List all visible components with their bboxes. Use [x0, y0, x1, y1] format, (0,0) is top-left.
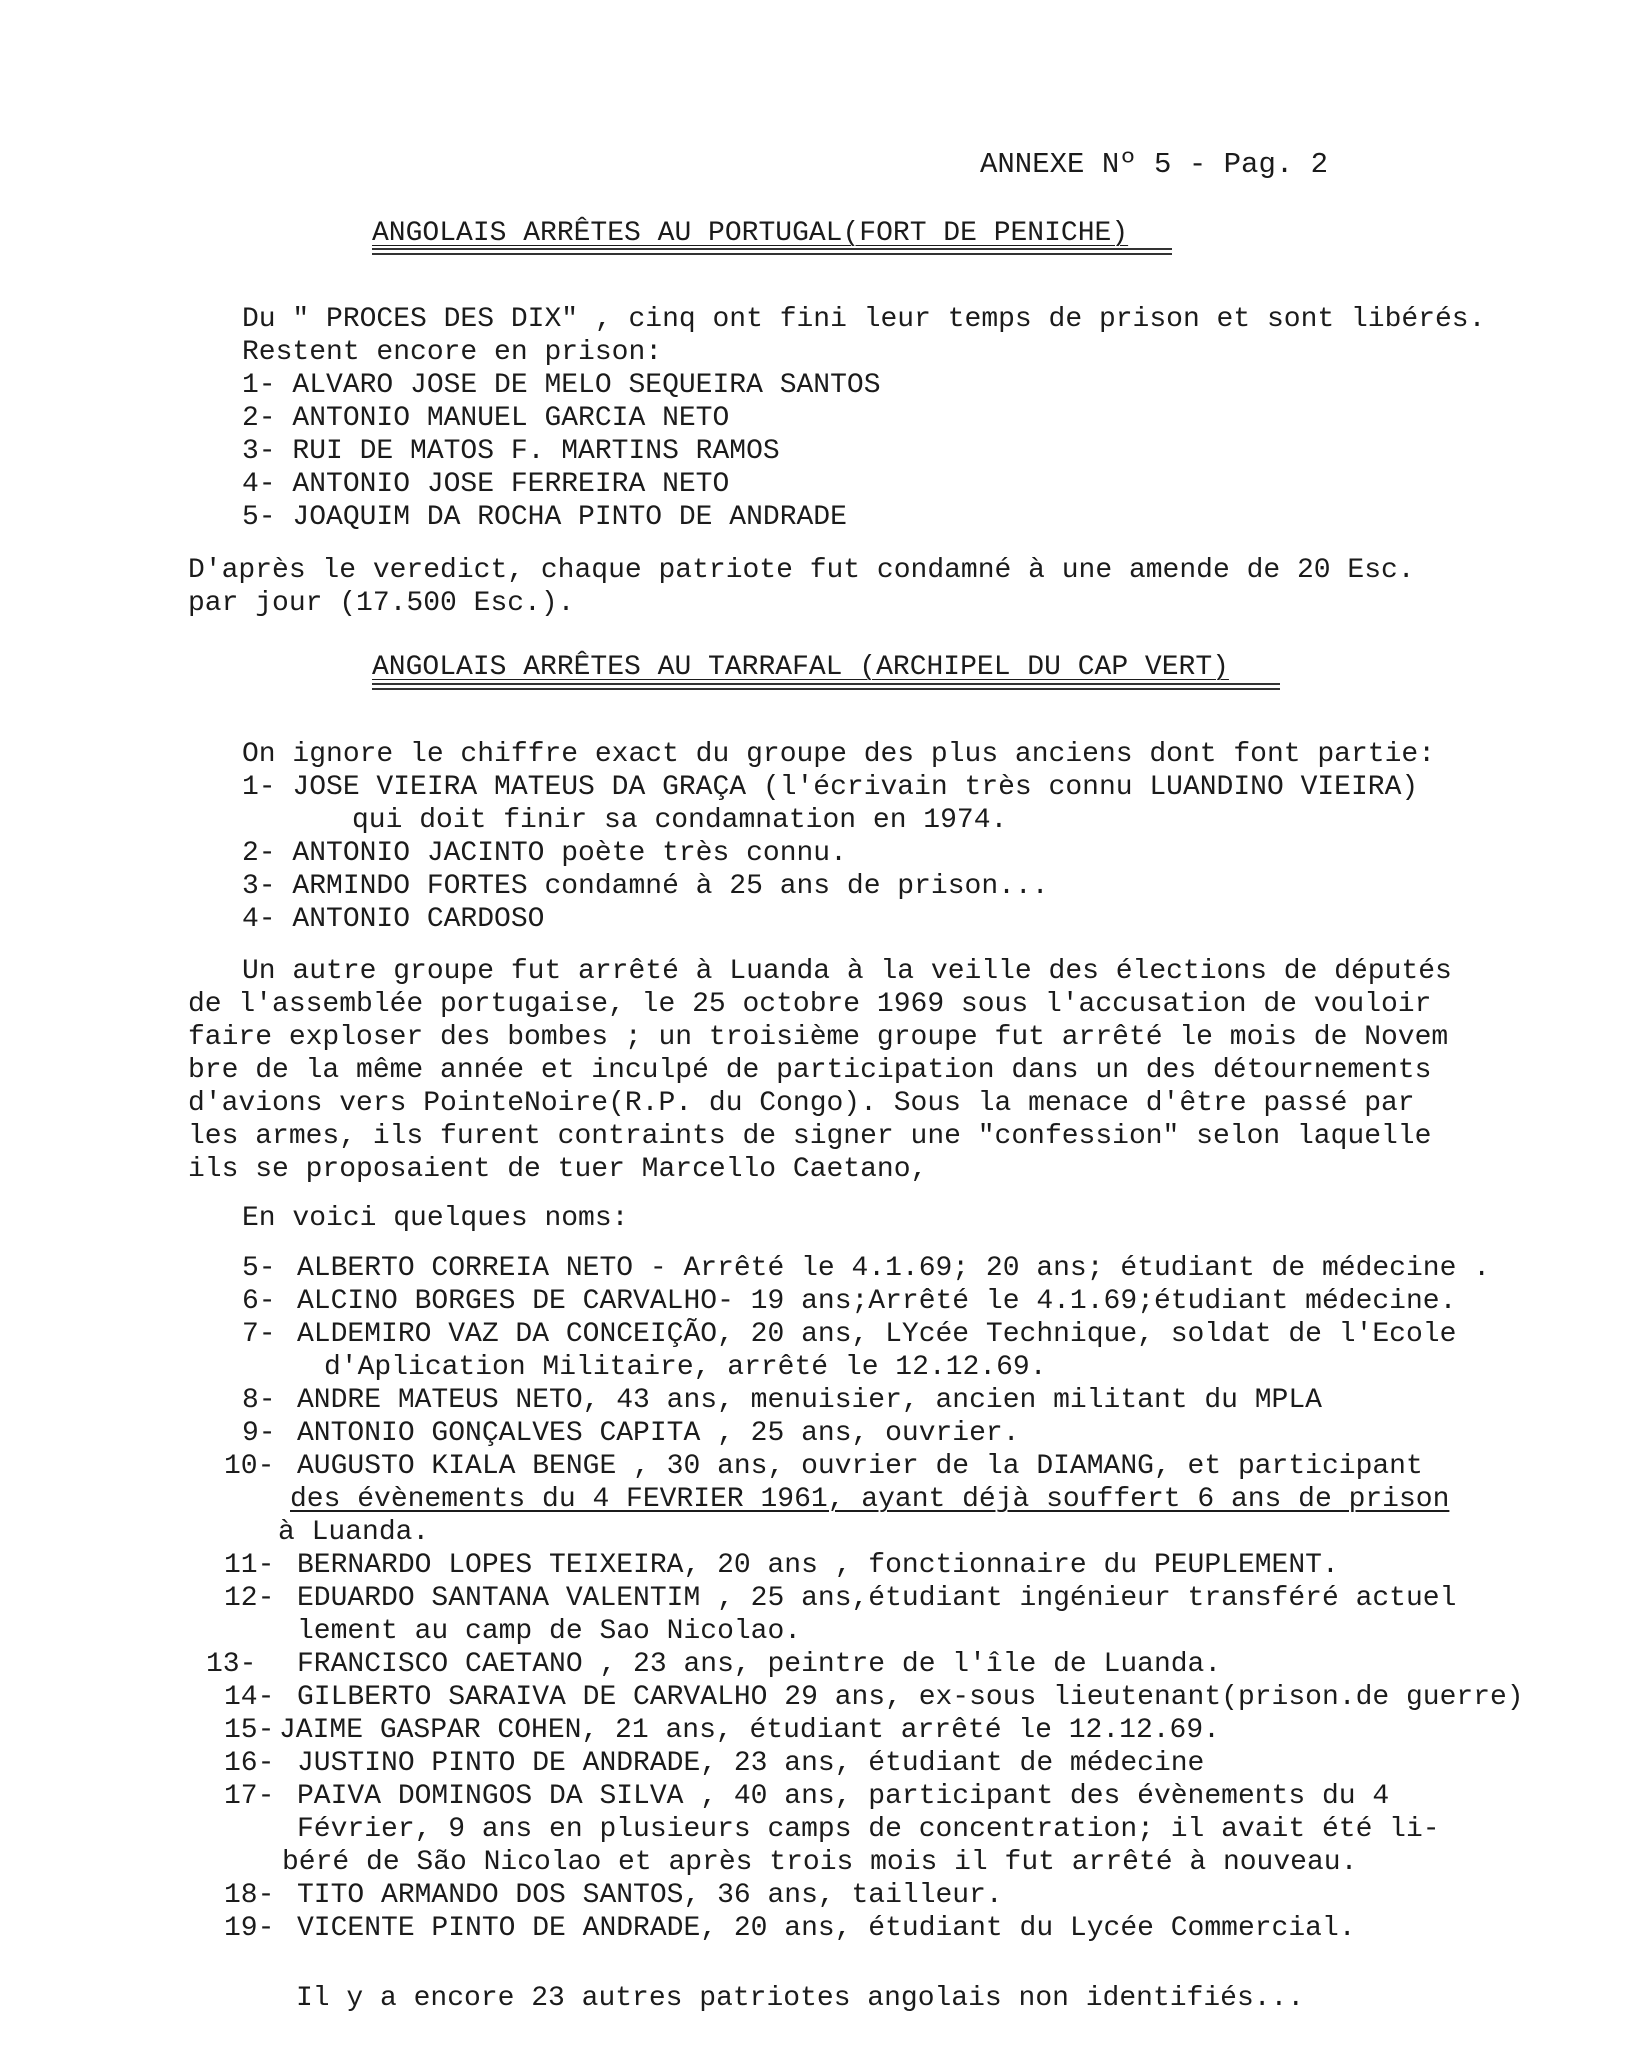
section2-item-1: 1- JOSE VIEIRA MATEUS DA GRAÇA (l'écrivain très connu LUANDINO VIEIRA) [242, 772, 1419, 803]
section1-item-4: 4- ANTONIO JOSE FERREIRA NETO [242, 469, 730, 500]
list-cont-10b: à Luanda. [278, 1517, 430, 1548]
para-line-3: faire exploser des bombes ; un troisième groupe fut arrêté le mois de Novem [188, 1022, 1449, 1053]
section1-intro-1: Du " PROCES DES DIX" , cinq ont fini leur temps de prison et sont libérés. [242, 304, 1486, 335]
verdict-line-1: D'après le veredict, chaque patriote fut condamné à une amende de 20 Esc. [188, 555, 1415, 586]
section1-item-5: 5- JOAQUIM DA ROCHA PINTO DE ANDRADE [242, 502, 847, 533]
section2-item-1-cont: qui doit finir sa condamnation en 1974. [352, 805, 1008, 836]
section1-item-3: 3- RUI DE MATOS F. MARTINS RAMOS [242, 436, 780, 467]
annex-header: ANNEXE Nº 5 - Pag. 2 [980, 148, 1329, 181]
para-line-2: de l'assemblée portugaise, le 25 octobre 1969 sous l'accusation de vouloir [188, 989, 1432, 1020]
list-text-5: ALBERTO CORREIA NETO - Arrêté le 4.1.69; 20 ans; étudiant de médecine . [297, 1253, 1490, 1284]
list-text-10: AUGUSTO KIALA BENGE , 30 ans, ouvrier de la DIAMANG, et participant [297, 1451, 1423, 1482]
section2-intro: On ignore le chiffre exact du groupe des plus anciens dont font partie: [242, 739, 1435, 770]
list-cont-17a: Février, 9 ans en plusieurs camps de concentration; il avait été li- [297, 1814, 1440, 1845]
list-cont-10a: des évènements du 4 FEVRIER 1961, ayant déjà souffert 6 ans de prison [290, 1484, 1450, 1515]
list-num-19: 19- [224, 1913, 275, 1944]
list-num-12: 12- [224, 1583, 275, 1614]
list-num-10: 10- [224, 1451, 275, 1482]
list-text-13: FRANCISCO CAETANO , 23 ans, peintre de l'île de Luanda. [297, 1649, 1222, 1680]
list-text-16: JUSTINO PINTO DE ANDRADE, 23 ans, étudiant de médecine [297, 1748, 1205, 1779]
section1-item-1: 1- ALVARO JOSE DE MELO SEQUEIRA SANTOS [242, 370, 881, 401]
section2-double-rule [372, 683, 1280, 690]
section2-title: ANGOLAIS ARRÊTES AU TARRAFAL (ARCHIPEL DU CAP VERT) [372, 652, 1229, 683]
list-num-13: 13- [206, 1649, 257, 1680]
section2-item-4: 4- ANTONIO CARDOSO [242, 904, 545, 935]
list-text-18: TITO ARMANDO DOS SANTOS, 36 ans, tailleur. [297, 1880, 1003, 1911]
section2-item-2: 2- ANTONIO JACINTO poète très connu. [242, 838, 847, 869]
list-text-8: ANDRE MATEUS NETO, 43 ans, menuisier, ancien militant du MPLA [297, 1385, 1322, 1416]
list-text-7: ALDEMIRO VAZ DA CONCEIÇÃO, 20 ans, LYcée Technique, soldat de l'Ecole [297, 1319, 1457, 1350]
list-num-17: 17- [224, 1781, 275, 1812]
section1-item-2: 2- ANTONIO MANUEL GARCIA NETO [242, 403, 730, 434]
section1-double-rule [372, 248, 1172, 255]
list-text-6: ALCINO BORGES DE CARVALHO- 19 ans;Arrêté le 4.1.69;étudiant médecine. [297, 1286, 1457, 1317]
list-num-14: 14- [224, 1682, 275, 1713]
list-text-9: ANTONIO GONÇALVES CAPITA , 25 ans, ouvrier. [297, 1418, 1020, 1449]
list-text-11: BERNARDO LOPES TEIXEIRA, 20 ans , fonctionnaire du PEUPLEMENT. [297, 1550, 1339, 1581]
list-cont-12: lement au camp de Sao Nicolao. [297, 1616, 802, 1647]
list-cont-7: d'Aplication Militaire, arrêté le 12.12.69. [324, 1352, 1047, 1383]
footer-note: Il y a encore 23 autres patriotes angolais non identifiés... [296, 1983, 1305, 2014]
list-text-17: PAIVA DOMINGOS DA SILVA , 40 ans, participant des évènements du 4 [297, 1781, 1390, 1812]
para-line-6: les armes, ils furent contraints de signer une "confession" selon laquelle [188, 1121, 1432, 1152]
list-text-15: JAIME GASPAR COHEN, 21 ans, étudiant arrêté le 12.12.69. [279, 1715, 1220, 1746]
list-num-6: 6- [242, 1286, 276, 1317]
list-num-9: 9- [242, 1418, 276, 1449]
section2-item-3: 3- ARMINDO FORTES condamné à 25 ans de prison... [242, 871, 1049, 902]
list-num-5: 5- [242, 1253, 276, 1284]
list-num-15: 15- [224, 1715, 275, 1746]
section1-title: ANGOLAIS ARRÊTES AU PORTUGAL(FORT DE PENICHE) [372, 218, 1129, 249]
para-line-1: Un autre groupe fut arrêté à Luanda à la veille des élections de députés [242, 956, 1452, 987]
list-num-18: 18- [224, 1880, 275, 1911]
section1-intro-2: Restent encore en prison: [242, 337, 663, 368]
list-num-11: 11- [224, 1550, 275, 1581]
list-num-8: 8- [242, 1385, 276, 1416]
list-num-16: 16- [224, 1748, 275, 1779]
list-num-7: 7- [242, 1319, 276, 1350]
names-intro: En voici quelques noms: [242, 1203, 629, 1234]
list-text-19: VICENTE PINTO DE ANDRADE, 20 ans, étudiant du Lycée Commercial. [297, 1913, 1356, 1944]
para-line-4: bre de la même année et inculpé de participation dans un des détournements [188, 1055, 1432, 1086]
para-line-7: ils se proposaient de tuer Marcello Caetano, [188, 1154, 928, 1185]
verdict-line-2: par jour (17.500 Esc.). [188, 588, 575, 619]
list-cont-17b: béré de São Nicolao et après trois mois il fut arrêté à nouveau. [282, 1847, 1358, 1878]
list-text-12: EDUARDO SANTANA VALENTIM , 25 ans,étudiant ingénieur transféré actuel [297, 1583, 1457, 1614]
list-text-14: GILBERTO SARAIVA DE CARVALHO 29 ans, ex-sous lieutenant(prison.de guerre) [297, 1682, 1524, 1713]
para-line-5: d'avions vers PointeNoire(R.P. du Congo). Sous la menace d'être passé par [188, 1088, 1415, 1119]
